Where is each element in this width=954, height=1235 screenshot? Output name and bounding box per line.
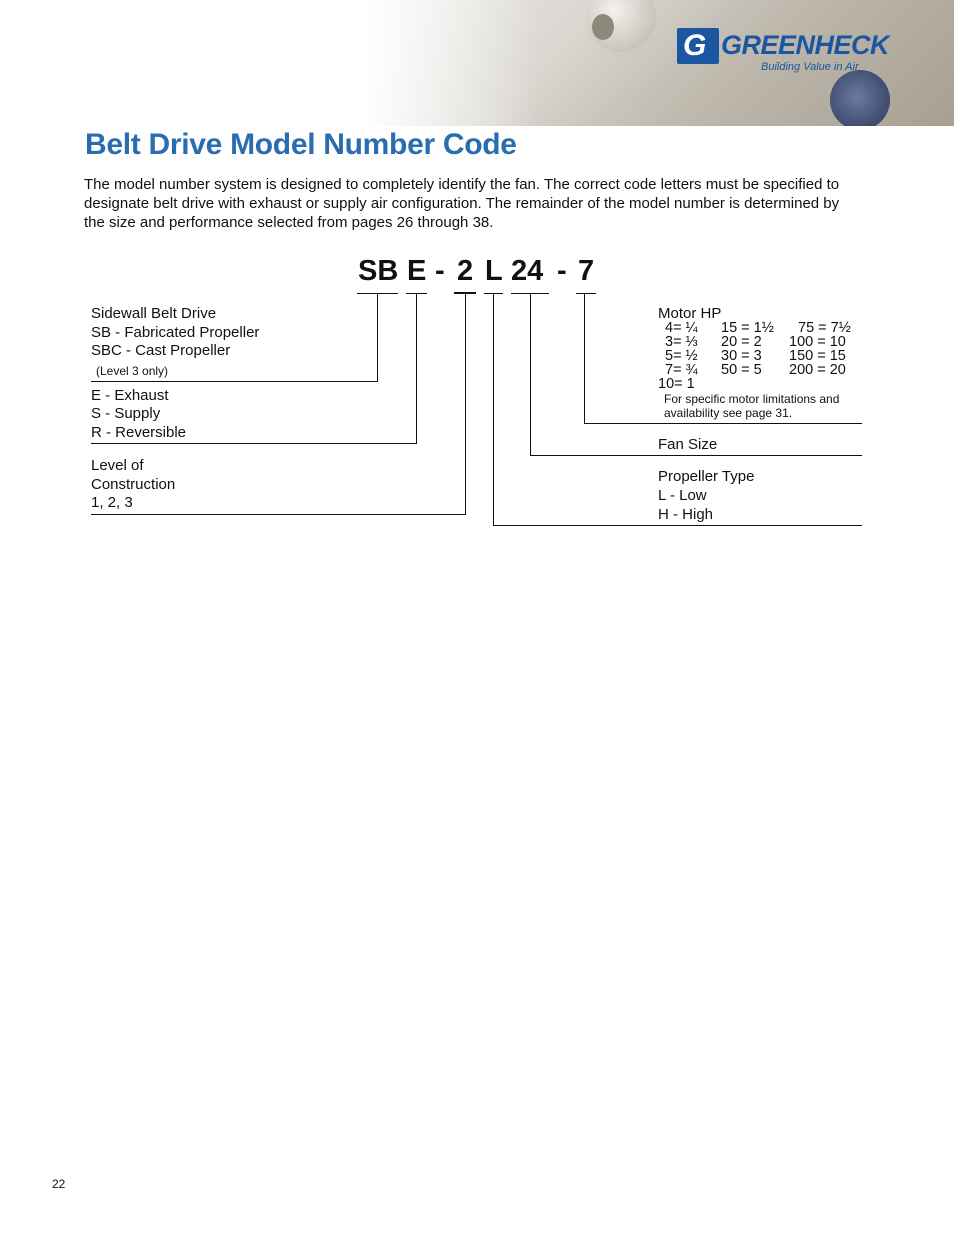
connector-line — [377, 294, 378, 382]
logo-mark-icon: G — [677, 28, 719, 64]
motor-hp-value: 150 = 15 — [789, 348, 846, 364]
series-note: (Level 3 only) — [96, 364, 169, 378]
airflow-option-exhaust: E - Exhaust — [91, 387, 169, 404]
code-segment-airflow: E — [407, 255, 427, 287]
motor-hp-note: For specific motor limitations and — [664, 392, 840, 406]
connector-line — [91, 443, 417, 444]
motor-hp-value: 7= ¾ — [665, 362, 698, 378]
series-option-sb: SB - Fabricated Propeller — [91, 324, 260, 341]
page-title: Belt Drive Model Number Code — [85, 128, 517, 161]
logo-tagline: Building Value in Air — [761, 61, 859, 73]
page-number: 22 — [52, 1177, 66, 1191]
fan-hub-image — [830, 70, 890, 126]
motor-hp-value: 15 = 1½ — [721, 320, 774, 336]
connector-line — [493, 525, 862, 526]
propeller-option-low: L - Low — [658, 487, 707, 504]
connector-line — [530, 455, 862, 456]
logo-wordmark: GREENHECK — [721, 30, 890, 60]
level-heading: Level of — [91, 457, 144, 474]
motor-hp-value: 100 = 10 — [789, 334, 846, 350]
airflow-option-reversible: R - Reversible — [91, 424, 187, 441]
code-underline — [576, 293, 596, 294]
code-segment-size: 24 — [511, 255, 544, 287]
code-segment-propeller: L — [485, 255, 503, 287]
motor-hp-value: 75 = 7½ — [798, 320, 851, 336]
motor-hp-value: 50 = 5 — [721, 362, 762, 378]
connector-line — [416, 294, 417, 444]
code-segment-level: 2 — [457, 255, 474, 287]
fan-size-label: Fan Size — [658, 436, 718, 453]
connector-line — [91, 381, 378, 382]
propeller-type-heading: Propeller Type — [658, 468, 755, 485]
connector-line — [465, 294, 466, 515]
connector-line — [584, 423, 862, 424]
motor-hp-value: 20 = 2 — [721, 334, 762, 350]
connector-line — [493, 294, 494, 526]
motor-hp-value: 4= ¼ — [665, 320, 698, 336]
motor-hp-value: 10= 1 — [658, 376, 695, 392]
motor-hp-value: 5= ½ — [665, 348, 698, 364]
motor-hp-value: 30 = 3 — [721, 348, 762, 364]
greenheck-logo — [677, 28, 890, 76]
code-segment-hp: 7 — [578, 255, 595, 287]
fan-hub-image — [592, 14, 614, 40]
intro-paragraph: The model number system is designed to completely identify the fan. The correct code letters must be specified to designate belt drive with exhaust or supply air configuration. The remainder of the model number is determined by the size and performance selected from pages 26 through 38. — [84, 176, 840, 231]
code-dash: - — [435, 255, 445, 287]
connector-line — [584, 294, 585, 424]
level-heading-2: Construction — [91, 476, 176, 493]
propeller-option-high: H - High — [658, 506, 714, 523]
connector-line — [91, 514, 466, 515]
airflow-option-supply: S - Supply — [91, 405, 161, 422]
series-option-sbc: SBC - Cast Propeller — [91, 342, 231, 359]
code-dash: - — [557, 255, 567, 287]
motor-hp-value: 3= ⅓ — [665, 334, 698, 350]
motor-hp-value: 200 = 20 — [789, 362, 846, 378]
connector-line — [530, 294, 531, 456]
series-heading: Sidewall Belt Drive — [91, 305, 217, 322]
motor-hp-note: availability see page 31. — [664, 406, 793, 420]
level-options: 1, 2, 3 — [91, 494, 133, 511]
code-segment-series: SB — [358, 255, 399, 287]
motor-hp-heading: Motor HP — [658, 305, 722, 322]
